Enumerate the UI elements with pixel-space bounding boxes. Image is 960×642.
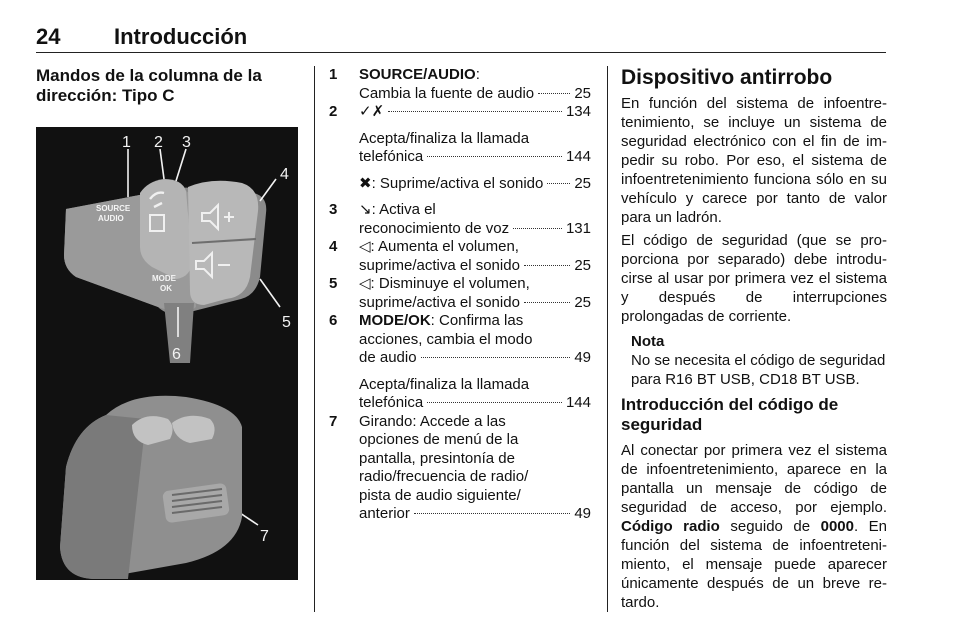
- note-box: [631, 332, 887, 389]
- legend-item: 5 ◁: Disminuye el volumen, suprime/activa el sonido 25: [329, 275, 591, 311]
- callout-4: 4: [280, 166, 289, 183]
- page-ref: 25: [574, 84, 591, 102]
- legend-item: 3 ↘: Activa el reconocimiento de voz 131: [329, 201, 591, 237]
- controls-legend: [329, 66, 591, 524]
- control-unit-lower: [60, 396, 242, 579]
- item-number: 3: [329, 201, 338, 218]
- mode-label: MODE: [152, 274, 176, 283]
- page-title: Introducción: [114, 24, 248, 49]
- callout-7: 7: [260, 528, 269, 545]
- page-ref: 49: [574, 349, 591, 366]
- steering-controls-figure: [36, 127, 298, 580]
- page-number: 24: [36, 24, 61, 49]
- item-number: 5: [329, 275, 338, 292]
- item-number: 4: [329, 238, 338, 255]
- subheading: Introducción del código de seguridad: [621, 395, 839, 434]
- item-number: 7: [329, 412, 338, 430]
- legend-subitem: Acepta/finaliza la llamada telefónica 144: [359, 375, 591, 411]
- code-zeros: 0000: [820, 518, 854, 535]
- callout-5: 5: [282, 314, 291, 331]
- section-title: Dispositivo antirrobo: [621, 66, 833, 89]
- steering-controls-illustration: [36, 127, 298, 580]
- note-text: No se necesita el código de seguridad para R16 BT USB, CD18 BT USB.: [631, 352, 886, 388]
- paragraph: Al conectar por primera vez el sistema de infoentretenimiento, aparece en la pantalla un mensaje de código de seguridad de acceso, por ejemplo. Código radio seguido de 0000. En función del sistema de infoentretenimiento, el mensaje puede aparecer únicamente después de un breve retardo.: [621, 442, 888, 611]
- mute-icon: ✖:: [359, 174, 376, 192]
- page-ref: 134: [565, 103, 591, 120]
- legend-item: 4 ◁: Aumenta el volumen, suprime/activa el sonido 25: [329, 238, 591, 274]
- page-ref: 25: [574, 174, 591, 192]
- call-accept-end-icon: ✓✗: [359, 103, 385, 120]
- legend-item: [329, 103, 591, 122]
- page-ref: 144: [565, 148, 591, 165]
- callout-6: 6: [172, 346, 181, 363]
- control-unit-upper: [64, 179, 266, 363]
- item-title: SOURCE/AUDIO: [359, 66, 476, 83]
- paragraph: En función del sistema de infoentretenimiento, se incluye un sistema de seguridad electrónico con el fin de impedir su robo. Por eso, el sistema de infoentretenimiento funciona sólo en su vehículo y carece por tanto de valor para un ladrón.: [621, 95, 887, 226]
- section-heading: Mandos de la columna de la dirección: Tipo C: [36, 66, 262, 105]
- legend-item: 1 SOURCE/AUDIO: Cambia la fuente de audio 25: [329, 66, 591, 102]
- left-column: [36, 66, 302, 106]
- page-ref: 49: [574, 505, 591, 522]
- legend-item: 7 Girando: Accede a las opciones de menú de la pantalla, presintonía de radio/frecuencia de radio/ pista de audio siguiente/ anterior 49: [329, 412, 591, 522]
- item-number: 6: [329, 312, 338, 329]
- callout-3: 3: [182, 134, 191, 151]
- page-ref: 144: [565, 394, 591, 411]
- source-label: SOURCE: [96, 204, 131, 213]
- page-header: [36, 24, 886, 53]
- page-ref: 131: [565, 219, 591, 237]
- code-radio-text: Código radio: [621, 518, 720, 535]
- page-ref: 25: [574, 256, 591, 274]
- column-divider: [314, 66, 315, 612]
- legend-subitem: ✖: Suprime/activa el sonido 25: [359, 174, 591, 192]
- legend-item: 6 MODE/OK: Confirma las acciones, cambia el modo de audio 49: [329, 312, 591, 366]
- audio-label: AUDIO: [98, 214, 124, 223]
- item-title: MODE/OK: [359, 312, 431, 329]
- callout-2: 2: [154, 134, 163, 151]
- paragraph: El código de seguridad (que se proporciona por separado) debe introducirse al usar por primera vez el sistema y después de interrupciones prolongadas de corriente.: [621, 232, 887, 325]
- right-column: [621, 66, 887, 616]
- legend-subitem: Acepta/finaliza la llamada telefónica 144: [359, 129, 591, 165]
- note-label: Nota: [631, 333, 665, 350]
- item-number: 1: [329, 66, 338, 83]
- item-number: 2: [329, 103, 338, 120]
- column-divider: [607, 66, 608, 612]
- page-ref: 25: [574, 293, 591, 311]
- callout-1: 1: [122, 134, 131, 151]
- ok-label: OK: [160, 284, 172, 293]
